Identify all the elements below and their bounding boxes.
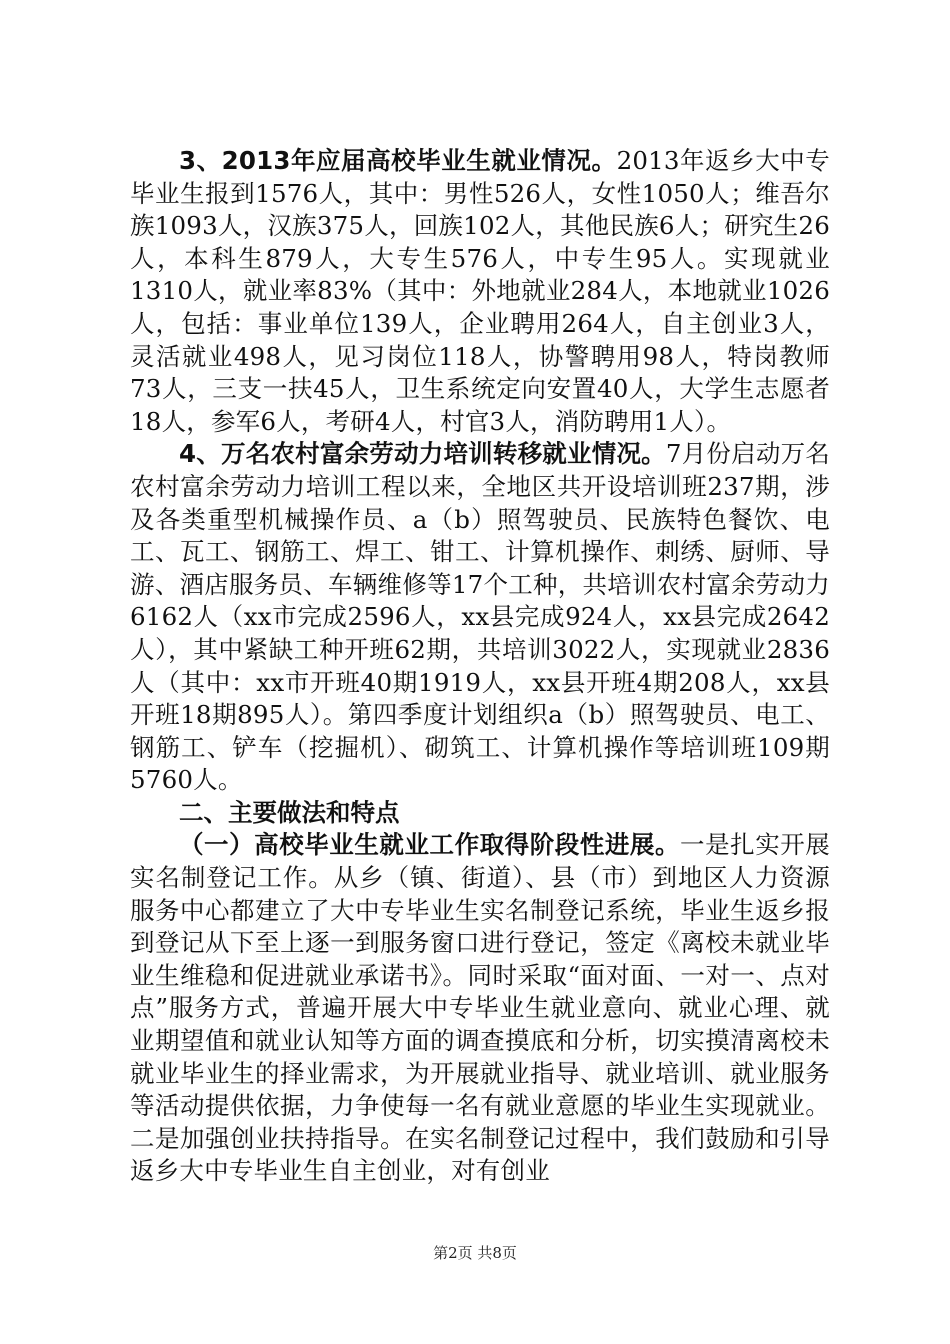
- section-heading: 二、主要做法和特点: [179, 797, 400, 827]
- paragraph-graduate-employment: [130, 145, 830, 438]
- document-body: [130, 145, 830, 1188]
- paragraph-rural-labor-training: [130, 438, 830, 797]
- paragraph-lead: 3、2013年应届高校毕业生就业情况。: [179, 146, 617, 175]
- page-number-footer: 第2页 共8页: [433, 1244, 517, 1262]
- paragraph-lead: （一）高校毕业生就业工作取得阶段性进展。: [179, 830, 681, 860]
- paragraph-text: 7月份启动万名农村富余劳动力培训工程以来，全地区共开设培训班237期，涉及各类重型机械操作员、a（b）照驾驶员、民族特色餐饮、电工、瓦工、钢筋工、焊工、钳工、计算机操作、刺绣、厨师、导游、酒店服务员、车辆维修等17个工种，共培训农村富余劳动力6162人（xx市完成2596人，xx县完成924人，xx县完成2642人），其中紧缺工种开班62期，共培训3022人，实现就业2836人（其中：xx市开班40期1919人，xx县开班4期208人，xx县开班18期895人）。第四季度计划组织a（b）照驾驶员、电工、钢筋工、铲车（挖掘机）、砌筑工、计算机操作等培训班109期5760人。: [130, 439, 830, 795]
- paragraph-text: 2013年返乡大中专毕业生报到1576人，其中：男性526人，女性1050人；维吾尔族1093人，汉族375人，回族102人，其他民族6人；研究生26人，本科生879人，大专生576人，中专生95人。实现就业1310人，就业率83%（其中：外地就业284人，本地就业1026人，包括：事业单位139人，企业聘用264人，自主创业3人，灵活就业498人，见习岗位118人，协警聘用98人，特岗教师73人，三支一扶45人，卫生系统定向安置40人，大学生志愿者18人，参军6人，考研4人，村官3人，消防聘用1人）。: [130, 146, 830, 436]
- paragraph-lead: 4、万名农村富余劳动力培训转移就业情况。: [179, 439, 666, 469]
- paragraph-graduate-progress: [130, 829, 830, 1188]
- paragraph-text: 一是扎实开展实名制登记工作。从乡（镇、街道）、县（市）到地区人力资源服务中心都建立了大中专毕业生实名制登记系统，毕业生返乡报到登记从下至上逐一到服务窗口进行登记，签定《离校未就业毕业生维稳和促进就业承诺书》。同时采取“面对面、一对一、点对点”服务方式，普遍开展大中专毕业生就业意向、就业心理、就业期望值和就业认知等方面的调查摸底和分析，切实摸清离校未就业毕业生的择业需求，为开展就业指导、就业培训、就业服务等活动提供依据，力争使每一名有就业意愿的毕业生实现就业。二是加强创业扶持指导。在实名制登记过程中，我们鼓励和引导返乡大中专毕业生自主创业，对有创业: [130, 830, 831, 1186]
